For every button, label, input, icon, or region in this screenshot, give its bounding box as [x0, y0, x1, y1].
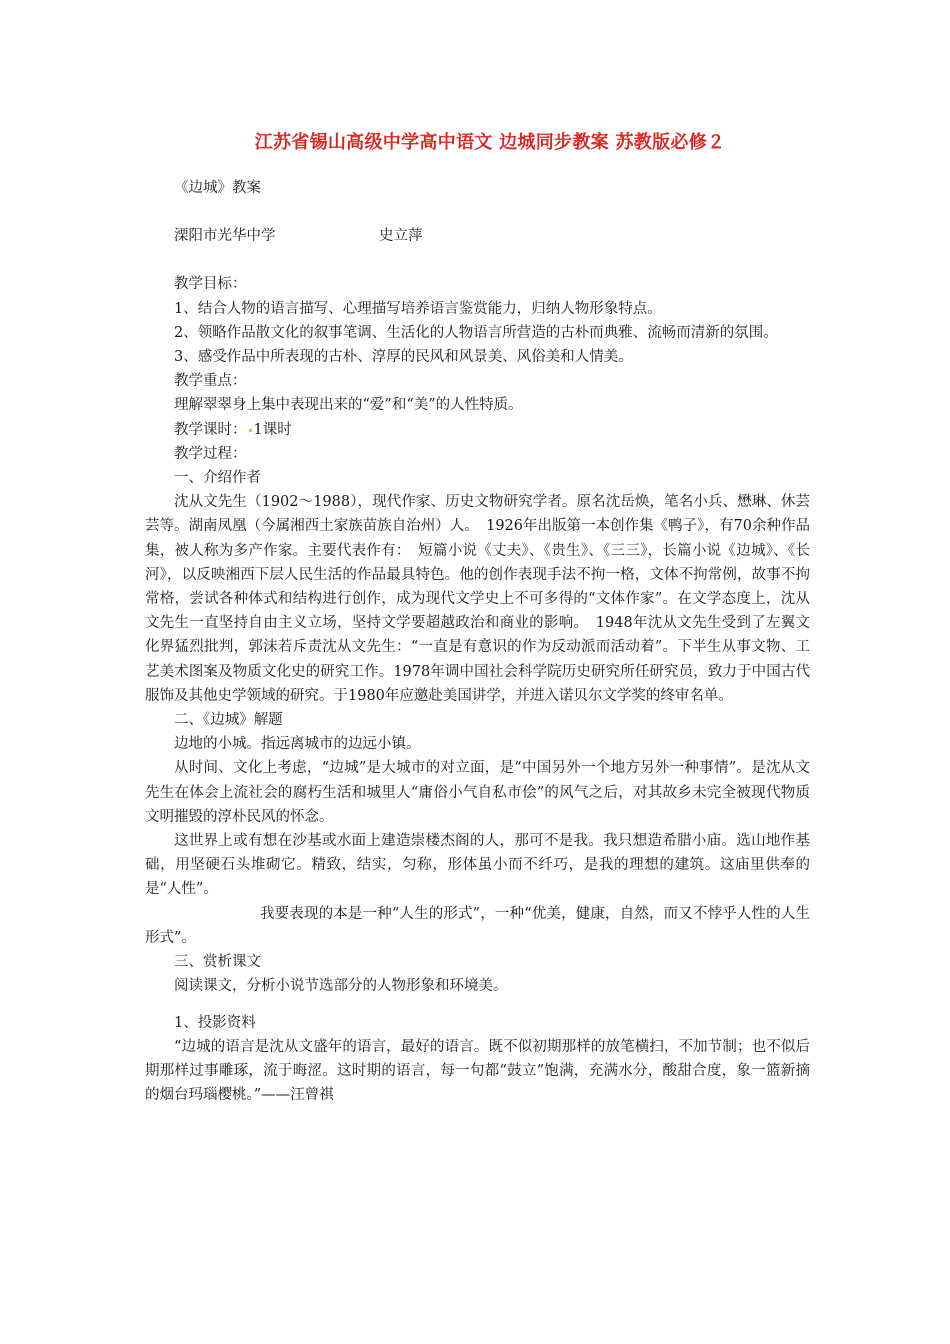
goal-item-3: 3、感受作品中所表现的古朴、淳厚的民风和风景美、风俗美和人情美。	[174, 349, 633, 366]
process-heading: 教学过程：	[174, 445, 247, 462]
section-2-paragraph-3: 这世界上或有想在沙基或水面上建造崇楼杰阁的人，那可不是我。我只想造希腊小庙。选山地作基础，用坚硬石头堆砌它。精致，结实，匀称，形体虽小而不纤巧，是我的理想的建筑。这庙里供奉的是“人性”。	[145, 833, 810, 898]
author-school: 溧阳市光华中学	[174, 228, 276, 245]
marker-dot-icon	[249, 429, 252, 432]
author-line	[145, 224, 810, 248]
hours-label: 教学课时：	[174, 421, 247, 438]
document-body	[145, 176, 810, 1107]
goal-item-1: 1、结合人物的语言描写、心理描写培养语言鉴赏能力，归纳人物形象特点。	[174, 300, 662, 317]
document-header-title: 江苏省锡山高级中学高中语文 边城同步教案 苏教版必修２	[254, 132, 726, 153]
section-3-text: 阅读课文，分析小说节选部分的人物形象和环境美。	[174, 978, 508, 995]
author-name: 史立萍	[379, 228, 423, 245]
section-2-paragraph-2: 从时间、文化上考虑，“边城”是大城市的对立面，是“中国另外一个地方另外一种事情”。是沈从文先生在体会上流社会的腐朽生活和城里人“庸俗小气自私市侩”的风气之后，对其故乡未完全被现代物质文明摧毁的淳朴民风的怀念。	[145, 760, 810, 825]
hours-value: 1课时	[253, 421, 292, 438]
section-2-heading: 二、《边城》解题	[174, 712, 283, 729]
key-heading: 教学重点：	[174, 373, 247, 390]
goals-heading: 教学目标：	[174, 276, 247, 293]
goal-item-2: 2、领略作品散文化的叙事笔调、生活化的人物语言所营造的古朴而典雅、流畅而清新的氛围。	[174, 324, 778, 341]
quote-paragraph: “边城的语言是沈从文盛年的语言，最好的语言。既不似初期那样的放笔横扫，不加节制；也不似后期那样过事雕琢，流于晦涩。这时期的语言，每一句都“鼓立”饱满，充满水分，酸甜合度，象一篮新摘的烟台玛瑙樱桃。”——汪曾祺	[145, 1038, 810, 1104]
key-text: 理解翠翠身上集中表现出来的“爱”和“美”的人性特质。	[174, 397, 523, 414]
section-2-paragraph-4: 我要表现的本是一种“人生的形式”，一种“优美，健康，自然，而又不悖乎人性的人生形式”。	[145, 905, 810, 946]
subsection-1-heading: 1、投影资料	[174, 1014, 256, 1031]
section-3-heading: 三、赏析课文	[174, 954, 261, 971]
hours-line	[145, 418, 810, 442]
lesson-plan-title: 《边城》教案	[174, 180, 261, 196]
section-1-heading: 一、介绍作者	[174, 470, 261, 487]
section-1-text: 沈从文先生（1902～1988），现代作家、历史文物研究学者。原名沈岳焕，笔名小兵、懋琳、休芸芸等。湖南凤凰（今属湘西土家族苗族自治州）人。 1926年出版第一本创作集《鸭子》，有70余种作品集，被人称为多产作家。主要代表作有： 短篇小说《丈夫》、《贵生》、《三三》，长篇小说《边城》、《长河》，以反映湘西下层人民生活的作品最具特色。他的创作表现手法不拘一格，文体不拘常例，故事不拘常格，尝试各种体式和结构进行创作，成为现代文学史上不可多得的“文体作家”。在文学态度上，沈从文先生一直坚持自由主义立场，坚持文学要超越政治和商业的影响。 1948年沈从文先生受到了左翼文化界猛烈批判，郭沫若斥责沈从文先生：“一直是有意识的作为反动派而活动着”。下半生从事文物、工艺美术图案及物质文化史的研究工作。1978年调中国社会科学院历史研究所任研究员，致力于中国古代服饰及其他史学领域的研究。于1980年应邀赴美国讲学，并进入诺贝尔文学奖的终审名单。	[145, 494, 810, 704]
section-2-paragraph-1: 边地的小城。指远离城市的边远小镇。	[174, 736, 421, 753]
